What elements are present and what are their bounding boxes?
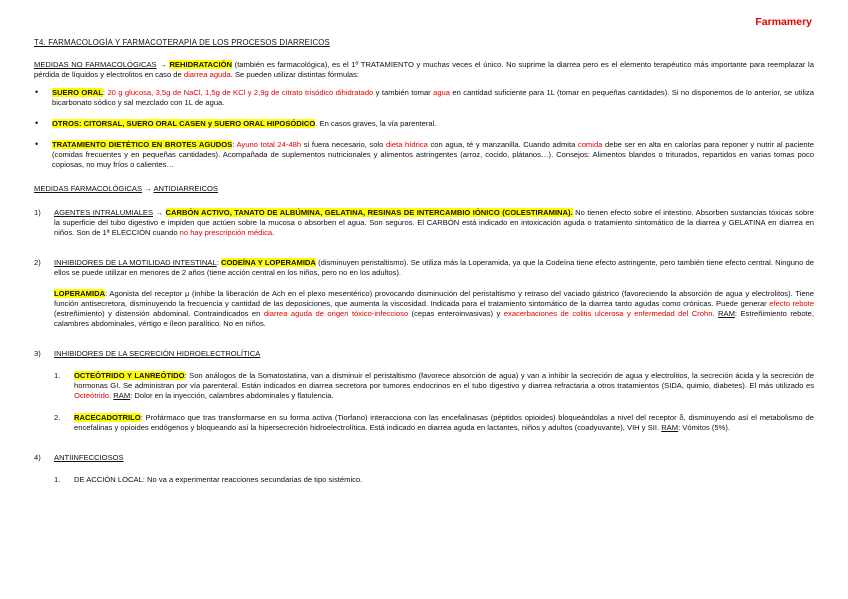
- rehidratacion-highlight: REHIDRATACIÓN: [169, 60, 233, 70]
- item-number: 2.: [54, 412, 61, 422]
- ram-label: RAM: [718, 308, 735, 318]
- ram-label: RAM: [113, 390, 131, 400]
- arrow-icon: →: [142, 184, 154, 194]
- body-text: en cantidad suficiente para 1L (tomar en pequeñas cantidades). Si no disponemos de lo anterior, se utiliza bicarbonato sódico y sal mezclado con 1L de agua.: [52, 88, 814, 108]
- section-2-highlight: CODEÍNA Y LOPERAMIDA: [220, 258, 316, 268]
- body-text: : Dolor en la inyección, calambres abdominales y flatulencia.: [130, 390, 334, 400]
- body-text: si fuera necesario, solo: [301, 140, 386, 150]
- red-text: dieta hídrica: [385, 140, 428, 150]
- body-text: .: [109, 390, 114, 400]
- nofarm-paragraph: [34, 60, 814, 80]
- body-text: : Son análogos de la Somatostatina, van a disminuir el peristaltismo (favorece absorción de agua) y van a inhibir la secreción de agua y electrolitos, la secreción ácida y la secreción de hormonas GI. Se administran por vía parenteral. Están indicados en diarrea secretora por tumores endocrinos en el tubo digestivo y diarrea refractaria a otros tratamientos (SIDA, quimio, diabetes). El más utilizado es: [74, 370, 814, 390]
- body-text: con agua, té y manzanilla. Cuando admita: [427, 140, 578, 150]
- section-1-highlight: CARBÓN ACTIVO, TANATO DE ALBÚMINA, GELATINA, RESINAS DE INTERCAMBIO IÓNICO (COLESTIRAMINA).: [165, 208, 573, 218]
- body-text: : Profármaco que tras transformarse en su forma activa (Tiorfano) interacciona con las encefalinasas (péptidos opioides) bloqueándolas a nivel del receptor δ, disminuyendo así el metabolismo de encefalinas y opioides endógenos y bloqueando así la hipersecreción hidroelectrolítica. Está indicado en diarrea aguda en lactantes, niños y adultos (coadyuvante), VIH y SII.: [74, 412, 814, 432]
- colon-text: :: [216, 258, 221, 268]
- section-number: 4): [34, 452, 41, 462]
- section-number: 2): [34, 258, 41, 268]
- section-3-item-2: [34, 413, 814, 433]
- document-page: [34, 12, 814, 485]
- nofarm-red-text: diarrea aguda: [183, 70, 231, 80]
- farm-heading-label-2: ANTIDIARREICOS: [153, 184, 218, 194]
- loperamida-highlight: LOPERAMIDA: [54, 288, 106, 298]
- body-text: .: [272, 228, 275, 238]
- body-text: . En casos graves, la vía parenteral.: [315, 119, 437, 129]
- list-item: [34, 88, 814, 108]
- body-text: y también tomar: [373, 88, 434, 98]
- red-text: no hay prescripción médica: [179, 228, 273, 238]
- item-number: 1.: [54, 370, 61, 380]
- body-text: debe ser en alta en calorías para reponer y nutrir al paciente (comidas frecuentes y en pequeñas cantidades). Acompañada de suplementos nutricionales y alimentos astringentes (arroz, cocido, plátanos…). Consejos: Alimentos blandos o triturados, repartidos en varias tomas poco copiosas, no muy fríos o calientes…: [52, 140, 814, 170]
- arrow-icon: →: [153, 208, 166, 218]
- tratamiento-dietetico-highlight: TRATAMIENTO DIETÉTICO EN BROTES AGUDOS: [52, 140, 233, 150]
- red-text: Octeótrido: [74, 390, 110, 400]
- list-item: [34, 140, 814, 170]
- farm-heading: [34, 184, 814, 194]
- bullet-icon: •: [35, 118, 39, 129]
- body-text: : Estreñimiento rebote, calambres abdominales, vértigo e íleon paralítico. No en niños.: [54, 308, 814, 328]
- red-text: efecto rebote: [769, 298, 815, 308]
- red-text: 20 g glucosa, 3,5g de NaCl, 1,5g de KCl y 2,9g de citrato trisódico dihidratado: [107, 88, 374, 98]
- red-text: diarrea aguda de origen tóxico-infeccioso: [263, 308, 409, 318]
- red-text: Ayuno total 24-48h: [236, 140, 302, 150]
- arrow-icon: →: [156, 60, 170, 70]
- nofarm-heading: MEDIDAS NO FARMACOLÓGICAS: [34, 60, 157, 70]
- bullet-icon: •: [35, 87, 39, 98]
- body-text: : Agonista del receptor μ (inhibe la liberación de Ach en el plexo mesentérico) provocando disminución del peristaltismo y retraso del vaciado gástrico (favoreciendo la absorción de agua y electrolitos). Tiene función antisecretora, disminuyendo la frecuencia y cantidad de las deposiciones, que aumenta la viscosidad. Indicada para el tratamiento sintomático de la diarrea tanto agudas como crónicas. Puede generar: [54, 288, 814, 308]
- body-text: (cepas enteroinvasivas) y: [408, 308, 504, 318]
- nofarm-text-1: (también es farmacológica), es el 1º TRATAMIENTO y muchas veces el único. No suprime la diarrea pero es el elemento terapéutico más importante para reemplazar la pérdida de líquidos y electrolitos en caso de: [34, 60, 814, 80]
- loperamida-paragraph: [34, 289, 814, 329]
- red-text: agua: [433, 88, 451, 98]
- nofarm-text-2: . Se pueden utilizar distintas fórmulas:: [230, 70, 360, 80]
- section-2: [34, 258, 814, 278]
- octeotrido-highlight: OCTEÓTRIDO Y LANREÓTIDO: [74, 370, 185, 380]
- item-number: 1.: [54, 474, 61, 484]
- ram-label: RAM: [661, 422, 679, 432]
- farm-heading-label: MEDIDAS FARMACOLÓGICAS: [34, 184, 143, 194]
- section-number: 1): [34, 208, 41, 218]
- brand-logo-text: Farmamery: [755, 16, 812, 28]
- body-text: (estreñimiento) y distensión abdominal. Contraindicados en: [54, 308, 264, 318]
- section-4-heading: ANTIINFECCIOSOS: [54, 452, 124, 462]
- otros-highlight: OTROS: CITORSAL, SUERO ORAL CASEN y SUERO ORAL HIPOSÓDICO: [52, 119, 316, 129]
- document-title: T4. FARMACOLOGÍA Y FARMACOTERAPIA DE LOS PROCESOS DIARREICOS: [34, 38, 330, 47]
- body-text: : Vómitos (5%).: [678, 422, 730, 432]
- colon-text: :: [232, 140, 237, 150]
- section-3: [34, 349, 814, 359]
- nofarm-bullet-list: [34, 88, 814, 170]
- body-text: DE ACCIÓN LOCAL: No va a experimentar reacciones secundarias de tipo sistémico.: [74, 474, 363, 484]
- colon-text: :: [102, 88, 108, 98]
- section-1-heading: AGENTES INTRALUMIALES: [54, 208, 154, 218]
- section-1: [34, 208, 814, 238]
- section-4: [34, 453, 814, 463]
- bullet-icon: •: [35, 139, 39, 150]
- racecadotrilo-highlight: RACECADOTRILO: [74, 412, 141, 422]
- list-item: [34, 119, 814, 129]
- body-text: .: [712, 308, 719, 318]
- red-text: exacerbaciones de colitis ulcerosa y enfermedad del Crohn: [503, 308, 713, 318]
- red-text: comida: [577, 140, 603, 150]
- section-3-item-1: [34, 371, 814, 401]
- body-text: No tienen efecto sobre el intestino. Absorben sustancias tóxicas sobre la superficie del tubo digestivo e impiden que actúen sobre la mucosa o absorben el agua. Son seguros. El CARBÓN está indicado en intoxicación aguda o tratamiento sintomático de la diarrea y GELATINA en diarrea en niños. Son de 1ª ELECCIÓN cuando: [54, 208, 814, 238]
- section-number: 3): [34, 348, 41, 358]
- body-text: (disminuyen peristaltismo). Se utiliza más la Loperamida, ya que la Codeína tiene efecto astringente, pero también tiene efecto central. Ninguno de ellos se puede utilizar en menores de 2 años (tiene acción central en los niños, pero no en los adultos).: [54, 258, 814, 278]
- section-2-heading: INHIBIDORES DE LA MOTILIDAD INTESTINAL: [54, 258, 217, 268]
- section-4-item-1: [34, 475, 814, 485]
- suero-oral-highlight: SUERO ORAL: [52, 88, 103, 98]
- section-3-heading: INHIBIDORES DE LA SECRECIÓN HIDROELECTROLÍTICA: [54, 348, 261, 358]
